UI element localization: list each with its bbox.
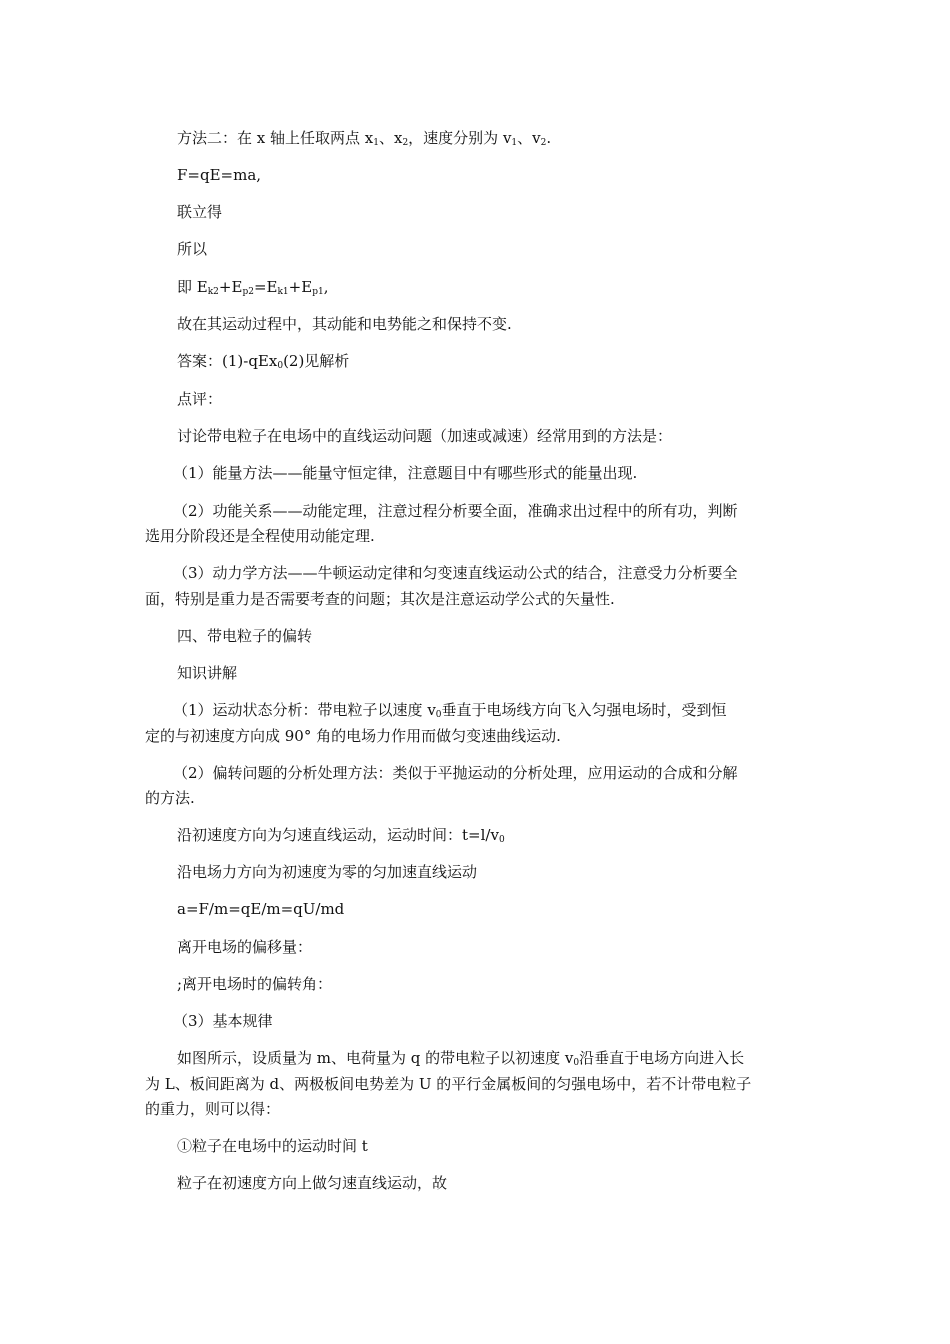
text-line: a=F/m=qE/m=qU/md — [177, 900, 345, 918]
text-line: 沿初速度方向为匀速直线运动，运动时间：$t=l/v_0$ — [177, 826, 505, 845]
text-line: 答案：(1)-qEx$_0$(2)见解析 — [177, 352, 350, 371]
text-line: 讨论带电粒子在电场中的直线运动问题（加速或减速）经常用到的方法是： — [177, 427, 673, 445]
text-line: （2）偏转问题的分析处理方法：类似于平抛运动的分析处理，应用运动的合成和分解 — [173, 764, 738, 782]
text-line: 故在其运动过程中，其动能和电势能之和保持不变. — [177, 315, 512, 333]
text-line: （3）动力学方法——牛顿运动定律和匀变速直线运动公式的结合，注意受力分析要全 — [173, 564, 738, 582]
text-line: F=qE=ma, — [177, 166, 262, 184]
text-line: 方法二：在 x 轴上任取两点 $x_1$、$x_2$，速度分别为 $v_1$、$v_2$. — [177, 129, 552, 148]
text-line: 粒子在初速度方向上做匀速直线运动，故 — [177, 1174, 448, 1192]
text-line: 如图所示，设质量为 m、电荷量为 q 的带电粒子以初速度 $v_0$沿垂直于电场方向进入长 — [177, 1049, 745, 1068]
text-line: 所以 — [177, 240, 208, 258]
text-line: （3）基本规律 — [173, 1012, 273, 1030]
text-line: 选用分阶段还是全程使用动能定理. — [145, 527, 375, 545]
text-line: 的方法. — [145, 789, 195, 807]
text-line: （1）运动状态分析：带电粒子以速度 $v_0$垂直于电场线方向飞入匀强电场时，受到恒 — [173, 701, 727, 720]
text-line: ①粒子在电场中的运动时间 t — [177, 1137, 368, 1155]
text-line: 面，特别是重力是否需要考查的问题；其次是注意运动学公式的矢量性. — [145, 590, 615, 608]
section-heading: 四、带电粒子的偏转 — [177, 627, 313, 645]
text-line: 联立得 — [177, 203, 223, 221]
text-line: 离开电场的偏移量： — [177, 938, 313, 956]
section-subheading: 知识讲解 — [177, 664, 238, 682]
text-line: 沿电场力方向为初速度为零的匀加速直线运动 — [177, 863, 478, 881]
text-line: 定的与初速度方向成 90° 角的电场力作用而做匀变速曲线运动. — [145, 727, 561, 745]
text-line: （2）功能关系——动能定理，注意过程分析要全面，准确求出过程中的所有功，判断 — [173, 502, 738, 520]
text-line: 为 L、板间距离为 d、两极板间电势差为 U 的平行金属板间的匀强电场中，若不计带电粒子 — [145, 1075, 752, 1093]
text-line: （1）能量方法——能量守恒定律，注意题目中有哪些形式的能量出现. — [173, 464, 638, 482]
text-line: 的重力，则可以得： — [145, 1100, 281, 1118]
text-line: ;离开电场时的偏转角： — [177, 975, 333, 993]
text-line: 点评： — [177, 390, 223, 408]
text-line: 即 $E_{k2}+E_{p2}=E_{k1}+E_{p1}$, — [177, 278, 329, 297]
